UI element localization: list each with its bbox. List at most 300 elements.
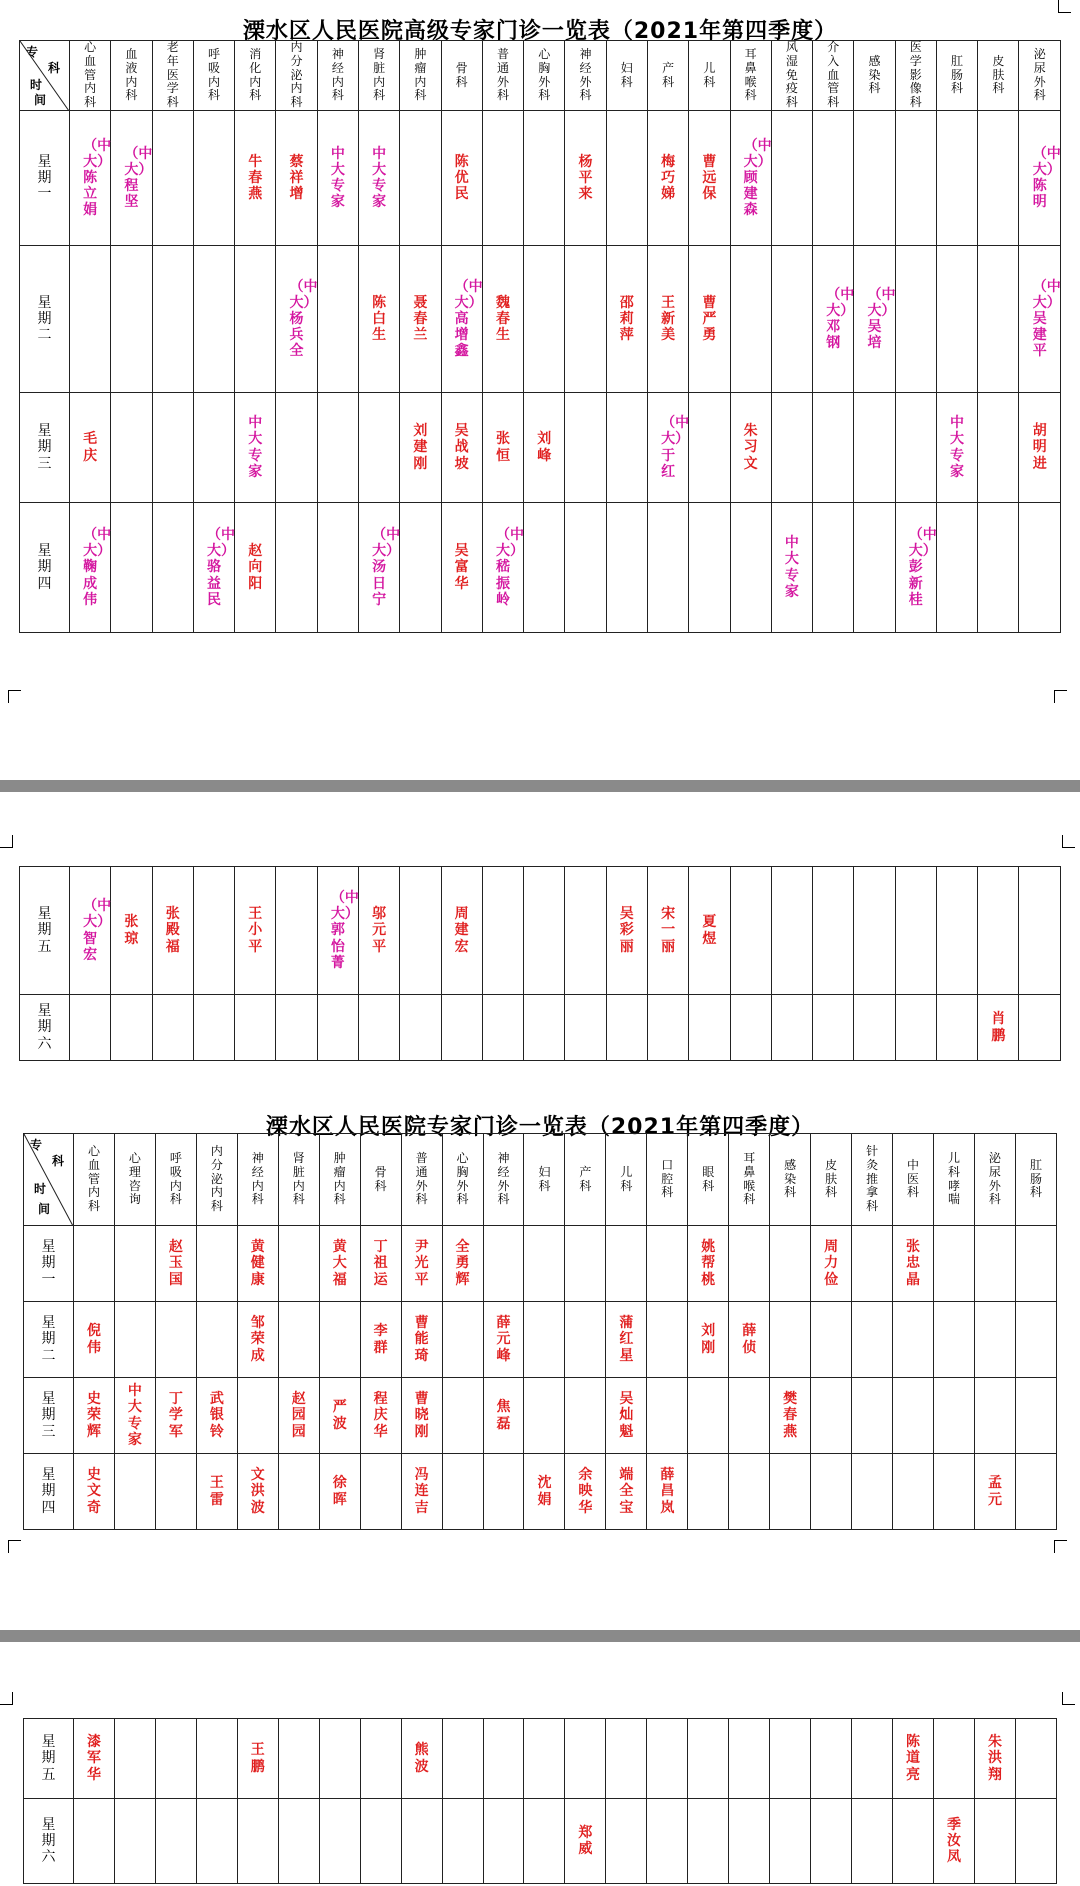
schedule-cell [317, 246, 358, 393]
dept-header [358, 41, 399, 111]
schedule-cell [688, 1302, 729, 1378]
dept-name: 神经内科 [331, 46, 344, 103]
schedule-cell [237, 1226, 278, 1302]
doctor-name: 蒲红星 [619, 1315, 634, 1364]
schedule-cell [936, 503, 977, 633]
doctor-name: 尹光平 [414, 1239, 429, 1288]
dept-name: 儿科 [703, 60, 716, 89]
schedule-cell [811, 1454, 852, 1530]
schedule-cell [401, 1226, 442, 1302]
schedule-cell [852, 1302, 893, 1378]
schedule-cell [483, 1799, 524, 1884]
doctor-name: 孟元 [987, 1475, 1002, 1508]
dept-name: 儿科 [620, 1164, 633, 1193]
doctor-name: 王鹏 [250, 1742, 265, 1775]
schedule-cell [278, 1378, 319, 1454]
day-row [24, 1378, 1057, 1454]
day-label: 星期一 [20, 111, 70, 246]
schedule-cell [524, 867, 565, 995]
schedule-cell [688, 1454, 729, 1530]
schedule-cell [524, 111, 565, 246]
doctor-name: 肖鹏 [991, 1011, 1006, 1044]
schedule-cell [483, 1719, 524, 1799]
schedule-cell [565, 867, 606, 995]
schedule-cell [276, 503, 317, 633]
dept-header [152, 41, 193, 111]
doctor-name: 史文奇 [86, 1467, 101, 1516]
schedule-cell [811, 1719, 852, 1799]
doctor-name: （中大）吴培 [867, 286, 896, 352]
schedule-cell [852, 1799, 893, 1884]
schedule-cell [974, 1454, 1015, 1530]
schedule-cell [1015, 1302, 1056, 1378]
schedule-cell [400, 246, 441, 393]
dept-header [278, 1134, 319, 1226]
schedule-cell [155, 1719, 196, 1799]
doctor-name: 赵玉国 [168, 1239, 183, 1288]
crop-mark [1062, 835, 1075, 848]
schedule-cell [1015, 1799, 1056, 1884]
doctor-name: 严波 [332, 1399, 347, 1432]
table1-part2 [19, 866, 1061, 1061]
day-row [24, 1719, 1057, 1799]
schedule-cell [1019, 867, 1061, 995]
schedule-cell [974, 1799, 1015, 1884]
day-row [24, 1799, 1057, 1884]
schedule-cell [360, 1378, 401, 1454]
schedule-cell [934, 1799, 975, 1884]
crop-mark [0, 1692, 13, 1705]
dept-header [111, 41, 152, 111]
dept-header [854, 41, 895, 111]
doctor-name: 张殿福 [165, 906, 180, 955]
schedule-cell [319, 1719, 360, 1799]
doctor-name: 冯连吉 [414, 1467, 429, 1516]
doctor-name: 吴灿魁 [619, 1391, 634, 1440]
doctor-name: （中大）陈明 [1032, 145, 1061, 211]
schedule-cell [1019, 995, 1061, 1061]
dept-header [813, 41, 854, 111]
schedule-cell [358, 393, 399, 503]
schedule-cell [893, 1226, 934, 1302]
doctor-name: 姚帮桃 [701, 1239, 716, 1288]
doctor-name: 吴彩丽 [619, 906, 634, 955]
doctor-name: 邵莉萍 [619, 294, 634, 344]
dept-header [235, 41, 276, 111]
schedule-cell [111, 246, 152, 393]
doctor-name: 熊波 [414, 1742, 429, 1775]
schedule-cell [729, 1378, 770, 1454]
schedule-cell [524, 1378, 565, 1454]
schedule-cell [893, 1799, 934, 1884]
doctor-name: 王小平 [248, 906, 263, 955]
doctor-name: 杨平来 [578, 153, 593, 203]
schedule-cell [934, 1719, 975, 1799]
doctor-name: 端全宝 [619, 1467, 634, 1516]
schedule-cell [606, 867, 647, 995]
dept-name: 产科 [662, 60, 675, 89]
schedule-cell [771, 393, 812, 503]
schedule-cell [647, 1799, 688, 1884]
dept-name: 眼科 [702, 1164, 715, 1193]
doctor-name: 邬元平 [372, 906, 387, 955]
schedule-cell [606, 995, 647, 1061]
doctor-name: 史荣辉 [86, 1391, 101, 1440]
dept-header [155, 1134, 196, 1226]
schedule-cell [74, 1719, 115, 1799]
schedule-cell [895, 393, 936, 503]
schedule-cell [730, 995, 771, 1061]
schedule-cell [74, 1378, 115, 1454]
schedule-cell [893, 1719, 934, 1799]
schedule-cell [565, 246, 606, 393]
schedule-cell [237, 1302, 278, 1378]
schedule-cell [978, 393, 1019, 503]
day-label: 星期二 [20, 246, 70, 393]
dept-name: 肿瘤内科 [333, 1150, 346, 1207]
schedule-cell [689, 246, 730, 393]
doctor-name: 宋一丽 [661, 906, 676, 955]
schedule-cell [155, 1378, 196, 1454]
schedule-cell [70, 995, 111, 1061]
schedule-cell [647, 1226, 688, 1302]
schedule-cell [442, 1799, 483, 1884]
schedule-cell [482, 867, 523, 995]
crop-mark [1058, 0, 1071, 13]
schedule-cell [319, 1302, 360, 1378]
schedule-cell [565, 393, 606, 503]
dept-header [689, 41, 730, 111]
schedule-cell [193, 246, 234, 393]
schedule-cell [235, 111, 276, 246]
doctor-name: 毛庆 [83, 431, 98, 464]
schedule-cell [235, 867, 276, 995]
schedule-cell [401, 1799, 442, 1884]
doctor-name: 余映华 [578, 1467, 593, 1516]
dept-name: 神经外科 [497, 1150, 510, 1207]
schedule-cell [235, 246, 276, 393]
schedule-cell [400, 111, 441, 246]
schedule-cell [565, 503, 606, 633]
doctor-name: （中大）智宏 [83, 898, 112, 963]
schedule-cell [74, 1799, 115, 1884]
dept-header [895, 41, 936, 111]
schedule-cell [895, 503, 936, 633]
schedule-cell [565, 1454, 606, 1530]
doctor-name: 丁学军 [168, 1391, 183, 1440]
schedule-cell [730, 111, 771, 246]
schedule-cell [771, 111, 812, 246]
schedule-cell [155, 1226, 196, 1302]
crop-mark [1054, 1540, 1067, 1553]
doctor-name: 徐晖 [332, 1475, 347, 1508]
doctor-name: 武银铃 [209, 1391, 224, 1440]
corner-label-shi: 时 [34, 1182, 47, 1196]
schedule-cell [729, 1454, 770, 1530]
doctor-name: 倪伟 [86, 1323, 101, 1356]
schedule-cell [974, 1302, 1015, 1378]
schedule-cell [482, 111, 523, 246]
schedule-cell [74, 1454, 115, 1530]
schedule-cell [524, 1454, 565, 1530]
doctor-name: 薛元峰 [496, 1315, 511, 1364]
schedule-cell [1015, 1454, 1056, 1530]
dept-name: 妇科 [620, 60, 633, 89]
schedule-cell [70, 246, 111, 393]
dept-name: 肛肠科 [1029, 1157, 1042, 1200]
schedule-cell [360, 1302, 401, 1378]
doctor-name: 沈娟 [537, 1475, 552, 1508]
schedule-cell [771, 995, 812, 1061]
schedule-cell [482, 393, 523, 503]
schedule-cell [893, 1378, 934, 1454]
corner-label-ke: 科 [52, 1154, 65, 1168]
schedule-cell [770, 1378, 811, 1454]
schedule-cell [400, 867, 441, 995]
schedule-cell [441, 393, 482, 503]
doctor-name: 曹严勇 [702, 294, 717, 344]
doctor-name: 赵园园 [291, 1391, 306, 1440]
schedule-cell [524, 1799, 565, 1884]
doctor-name: 樊春燕 [783, 1391, 798, 1440]
schedule-cell [606, 1454, 647, 1530]
dept-header [974, 1134, 1015, 1226]
corner-label-shi: 时 [30, 78, 43, 92]
schedule-cell [193, 111, 234, 246]
schedule-cell [152, 503, 193, 633]
schedule-cell [770, 1719, 811, 1799]
schedule-cell [565, 995, 606, 1061]
doctor-name: 聂春兰 [413, 294, 428, 344]
schedule-cell [771, 503, 812, 633]
dept-name: 产科 [579, 1164, 592, 1193]
schedule-cell [854, 246, 895, 393]
schedule-cell [1015, 1719, 1056, 1799]
dept-header [114, 1134, 155, 1226]
schedule-cell [689, 503, 730, 633]
schedule-cell [358, 111, 399, 246]
schedule-cell [278, 1719, 319, 1799]
doctor-name: 张忠晶 [906, 1239, 921, 1288]
doctor-name: 刘刚 [701, 1323, 716, 1356]
schedule-cell [606, 111, 647, 246]
schedule-cell [524, 246, 565, 393]
doctor-name: 王新美 [661, 294, 676, 344]
crop-mark [1054, 690, 1067, 703]
schedule-cell [442, 1226, 483, 1302]
dept-name: 中医科 [907, 1157, 920, 1200]
schedule-cell [441, 246, 482, 393]
schedule-cell [278, 1302, 319, 1378]
schedule-cell [934, 1454, 975, 1530]
schedule-cell [689, 995, 730, 1061]
dept-name: 皮肤科 [992, 53, 1005, 96]
doctor-name: 焦磊 [496, 1399, 511, 1432]
schedule-cell [730, 867, 771, 995]
dept-name: 儿科哮喘 [947, 1150, 960, 1207]
dept-header [934, 1134, 975, 1226]
schedule-cell [729, 1226, 770, 1302]
dept-header [770, 1134, 811, 1226]
schedule-cell [606, 1302, 647, 1378]
schedule-cell [70, 393, 111, 503]
schedule-cell [813, 111, 854, 246]
schedule-cell [771, 867, 812, 995]
schedule-cell [276, 111, 317, 246]
dept-name: 肾脏内科 [292, 1150, 305, 1207]
schedule-cell [196, 1719, 237, 1799]
schedule-cell [852, 1454, 893, 1530]
schedule-cell [647, 1378, 688, 1454]
doctor-name: 黄健康 [250, 1239, 265, 1288]
schedule-cell [895, 867, 936, 995]
schedule-cell [196, 1226, 237, 1302]
dept-header [401, 1134, 442, 1226]
doctor-name: 黄大福 [332, 1239, 347, 1288]
schedule-cell [647, 111, 688, 246]
schedule-cell [934, 1302, 975, 1378]
dept-name: 妇科 [538, 1164, 551, 1193]
day-label: 星期三 [20, 393, 70, 503]
schedule-cell [934, 1226, 975, 1302]
schedule-cell [152, 246, 193, 393]
dept-header [276, 41, 317, 111]
dept-header [893, 1134, 934, 1226]
schedule-cell [400, 995, 441, 1061]
schedule-cell [1015, 1378, 1056, 1454]
day-row [20, 503, 1061, 633]
doctor-name: 蔡祥增 [289, 153, 304, 203]
schedule-cell [606, 1799, 647, 1884]
dept-name: 肾脏内科 [373, 46, 386, 103]
schedule-cell [441, 111, 482, 246]
schedule-cell [111, 867, 152, 995]
schedule-cell [978, 111, 1019, 246]
dept-header [482, 41, 523, 111]
day-row [24, 1302, 1057, 1378]
dept-header [730, 41, 771, 111]
doctor-name: 张恒 [495, 431, 510, 464]
schedule-cell [278, 1454, 319, 1530]
doctor-name: 陈白生 [372, 294, 387, 344]
schedule-cell [854, 995, 895, 1061]
schedule-cell [235, 393, 276, 503]
schedule-cell [483, 1302, 524, 1378]
schedule-cell [442, 1378, 483, 1454]
dept-header [74, 1134, 115, 1226]
schedule-cell [606, 1226, 647, 1302]
schedule-cell [936, 393, 977, 503]
header-corner-cell [24, 1134, 74, 1226]
day-row [20, 111, 1061, 246]
doctor-name: （中大）顾建森 [743, 137, 772, 219]
dept-name: 针灸推拿科 [866, 1144, 879, 1214]
doctor-name: （中大）鞠成伟 [83, 527, 112, 608]
dept-header [729, 1134, 770, 1226]
schedule-cell [441, 503, 482, 633]
dept-name: 心胸外科 [456, 1150, 469, 1207]
doctor-name: 王雷 [209, 1475, 224, 1508]
doctor-name: （中大）邓钢 [826, 286, 855, 352]
doctor-name: （中大）吴建平 [1032, 278, 1061, 360]
corner-label-zhuan: 专 [26, 45, 39, 59]
schedule-cell [442, 1302, 483, 1378]
schedule-cell [974, 1378, 1015, 1454]
dept-name: 普通外科 [415, 1150, 428, 1207]
dept-header [70, 41, 111, 111]
dept-header [193, 41, 234, 111]
schedule-cell [401, 1378, 442, 1454]
schedule-cell [565, 1302, 606, 1378]
schedule-cell [647, 995, 688, 1061]
dept-name: 皮肤科 [825, 1157, 838, 1200]
day-row [24, 1226, 1057, 1302]
dept-name: 耳鼻喉科 [744, 46, 757, 103]
dept-name: 心理咨询 [128, 1150, 141, 1207]
schedule-cell [196, 1799, 237, 1884]
day-label: 星期四 [20, 503, 70, 633]
schedule-cell [317, 393, 358, 503]
schedule-cell [317, 867, 358, 995]
schedule-cell [854, 393, 895, 503]
schedule-cell [482, 503, 523, 633]
schedule-cell [770, 1302, 811, 1378]
dept-header [852, 1134, 893, 1226]
schedule-cell [895, 995, 936, 1061]
schedule-cell [606, 1378, 647, 1454]
schedule-cell [565, 1799, 606, 1884]
doctor-name: 薛昌岚 [660, 1467, 675, 1516]
schedule-cell [647, 1719, 688, 1799]
schedule-cell [317, 503, 358, 633]
doctor-name: 漆军华 [86, 1734, 101, 1783]
schedule-cell [565, 1378, 606, 1454]
dept-name: 老年医学科 [166, 40, 179, 110]
schedule-cell [895, 246, 936, 393]
crop-mark [8, 690, 21, 703]
dept-name: 口腔科 [661, 1157, 674, 1200]
doctor-name: （中大）程坚 [124, 145, 153, 211]
day-label: 星期二 [24, 1302, 74, 1378]
schedule-cell [893, 1454, 934, 1530]
schedule-cell [852, 1378, 893, 1454]
doctor-name: （中大）于红 [661, 415, 690, 480]
schedule-cell [813, 867, 854, 995]
dept-header [936, 41, 977, 111]
schedule-cell [524, 1302, 565, 1378]
schedule-cell [811, 1799, 852, 1884]
doctor-name: 牛春燕 [248, 153, 263, 203]
schedule-cell [114, 1719, 155, 1799]
page-separator [0, 780, 1080, 792]
schedule-cell [114, 1226, 155, 1302]
schedule-cell [111, 503, 152, 633]
schedule-cell [813, 246, 854, 393]
doctor-name: 薛侦 [742, 1323, 757, 1356]
dept-name: 肿瘤内科 [414, 46, 427, 103]
dept-header [978, 41, 1019, 111]
doctor-name: 陈优民 [454, 153, 469, 203]
doctor-name: 中大专家 [127, 1383, 142, 1448]
schedule-cell [606, 503, 647, 633]
dept-name: 骨科 [455, 60, 468, 89]
doctor-name: 陈道亮 [906, 1734, 921, 1783]
crop-mark [1062, 1692, 1075, 1705]
doctor-name: 周建宏 [454, 906, 469, 955]
schedule-cell [401, 1719, 442, 1799]
schedule-cell [565, 1226, 606, 1302]
doctor-name: 郑威 [578, 1824, 593, 1857]
